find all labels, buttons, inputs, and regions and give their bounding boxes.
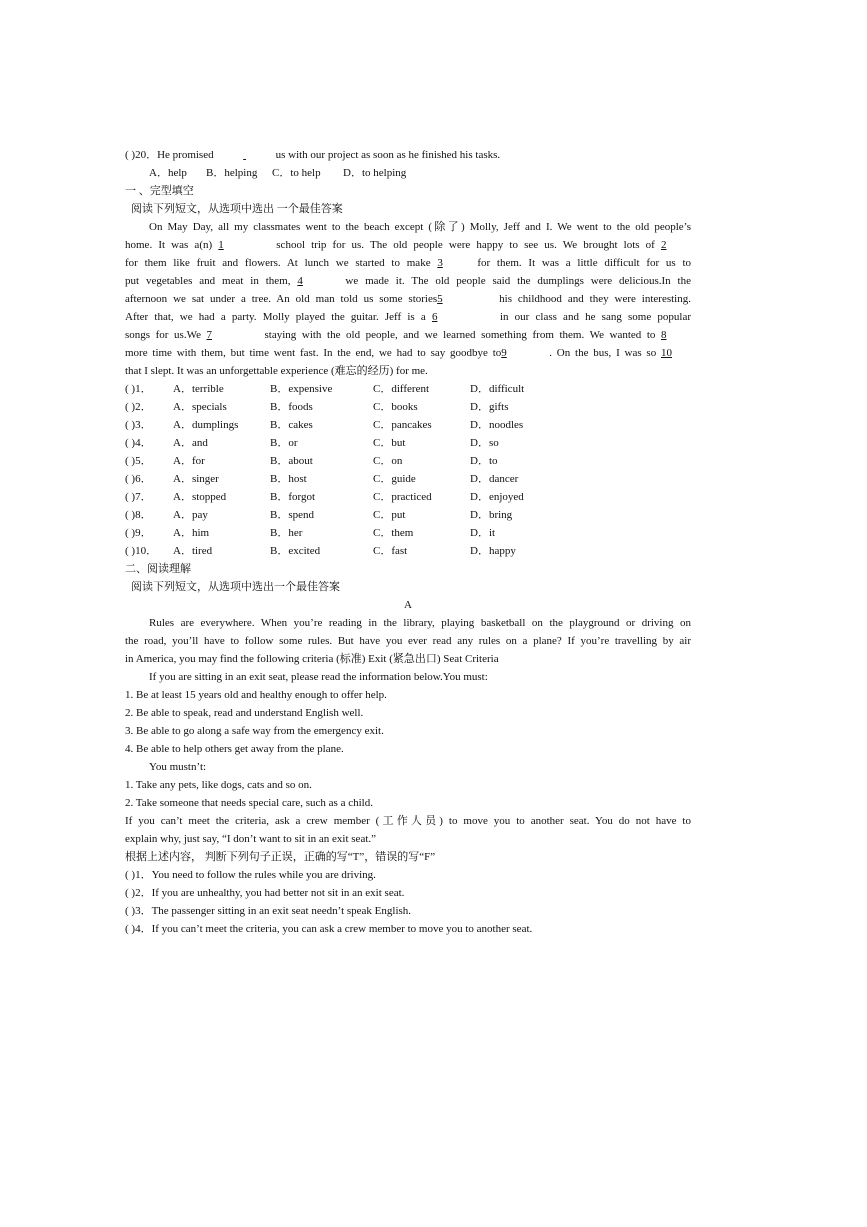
cloze-line-4	[125, 272, 691, 290]
option-c: C．on	[373, 455, 403, 467]
option-a: A．terrible	[173, 383, 224, 395]
q20-options	[125, 164, 691, 182]
option-d: D．happy	[470, 545, 516, 557]
question-number: ( )2．	[125, 401, 152, 413]
passage-label: A	[404, 599, 412, 611]
question-number: ( )9．	[125, 527, 152, 539]
cloze-question-row	[125, 542, 691, 560]
cloze-line-9	[125, 362, 691, 380]
option-c: C．put	[373, 509, 406, 521]
option-b: B．or	[270, 437, 298, 449]
cloze-text: home. It was a(n)	[125, 239, 213, 251]
q20-stem-prefix: ( )20．He promised	[125, 149, 214, 161]
cloze-line-3	[125, 254, 691, 272]
cloze-question-row	[125, 416, 691, 434]
option-d: D．so	[470, 437, 499, 449]
option-b: B．about	[270, 455, 313, 467]
must-item: 4. Be able to help others get away from the plane.	[125, 743, 344, 755]
cloze-text: more time with them, but time went fast. In the end, we had to say goodbye to	[125, 347, 502, 359]
must-item: 2. Be able to speak, read and understand English well.	[125, 707, 364, 719]
option-d: D．noodles	[470, 419, 524, 431]
option-a: A．dumplings	[173, 419, 239, 431]
cloze-question-row	[125, 470, 691, 488]
question-number: ( )4．	[125, 437, 152, 449]
cloze-question-row	[125, 452, 691, 470]
cloze-line-8	[125, 344, 691, 362]
option-a: A．specials	[173, 401, 227, 413]
cloze-blank-7: 7	[206, 329, 213, 341]
must-item: 3. Be able to go along a safe way from the emergency exit.	[125, 725, 384, 737]
reading-para1-line: Rules are everywhere. When you’re reading in the library, playing basketball on the playground or driving on	[149, 617, 691, 629]
cloze-question-row	[125, 488, 691, 506]
option-a: A．him	[173, 527, 210, 539]
cloze-line-6	[125, 308, 691, 326]
cloze-text: that I slept. It was an unforgettable experience (难忘的经历) for me.	[125, 365, 428, 377]
mustnt-label: You mustn’t:	[149, 761, 207, 773]
cloze-instruction: 阅读下列短文，从选项中选出 一个最佳答案	[131, 203, 343, 215]
option-c: C．fast	[373, 545, 408, 557]
option-c: C．pancakes	[373, 419, 432, 431]
option-a: A．and	[173, 437, 208, 449]
option-a: A．stopped	[173, 491, 227, 503]
cloze-text: songs for us.We	[125, 329, 201, 341]
option-a: A．tired	[173, 545, 213, 557]
option-b: B．host	[270, 473, 307, 485]
must-item: 1. Be at least 15 years old and healthy enough to offer help.	[125, 689, 387, 701]
question-number: ( )5．	[125, 455, 152, 467]
option-d: D．bring	[470, 509, 513, 521]
option-d: D．dancer	[470, 473, 519, 485]
cloze-text: for them. It was a little difficult for us to	[477, 257, 691, 269]
option-d: D．difficult	[470, 383, 525, 395]
cloze-text: his childhood and they were interesting.	[499, 293, 691, 305]
cloze-text: On May Day, all my classmates went to the beach except (除了) Molly, Jeff and I. We went to the old people’s	[149, 221, 691, 233]
cloze-question-row	[125, 380, 691, 398]
cloze-blank-9: 9	[501, 347, 507, 359]
cloze-line-7	[125, 326, 691, 344]
cloze-text: school trip for us. The old people were happy to see us. We brought lots of	[276, 239, 655, 251]
q20-option-d: D．to helping	[343, 167, 407, 179]
option-d: D．to	[470, 455, 498, 467]
option-b: B．spend	[270, 509, 314, 521]
tf-question: ( )1．You need to follow the rules while you are driving.	[125, 869, 376, 881]
question-number: ( )3．	[125, 419, 152, 431]
cloze-text: for them like fruit and flowers. At lunch we started to make	[125, 257, 431, 269]
cloze-text: put vegetables and meat in them,	[125, 275, 291, 287]
option-c: C．different	[373, 383, 430, 395]
option-b: B．excited	[270, 545, 321, 557]
option-d: D．it	[470, 527, 496, 539]
q20-option-c: C．to help	[272, 167, 321, 179]
cloze-question-row	[125, 506, 691, 524]
reading-para3-line: If you can’t meet the criteria, ask a crew member (工作人员) to move you to another seat. You do not have to	[125, 815, 691, 827]
question-number: ( )10．	[125, 545, 158, 557]
option-a: A．for	[173, 455, 205, 467]
q20-stem	[125, 146, 691, 164]
question-number: ( )7．	[125, 491, 152, 503]
q20-option-a: A．help	[149, 167, 187, 179]
cloze-blank-3: 3	[437, 257, 443, 269]
option-a: A．singer	[173, 473, 219, 485]
cloze-blank-4: 4	[297, 275, 303, 287]
q20-blank	[214, 146, 276, 164]
cloze-blank-2: 2	[661, 239, 667, 251]
reading-instruction: 阅读下列短文，从选项中选出一个最佳答案	[131, 581, 340, 593]
q20-stem-suffix: us with our project as soon as he finished his tasks.	[275, 149, 501, 161]
cloze-line-1	[125, 218, 691, 236]
tf-question: ( )4．If you can’t meet the criteria, you can ask a crew member to move you to another seat.	[125, 923, 533, 935]
option-c: C．guide	[373, 473, 416, 485]
cloze-blank-5: 5	[437, 293, 443, 305]
cloze-line-2	[125, 236, 691, 254]
tf-question: ( )2．If you are unhealthy, you had better not sit in an exit seat.	[125, 887, 405, 899]
option-d: D．gifts	[470, 401, 509, 413]
question-number: ( )8．	[125, 509, 152, 521]
cloze-text: in our class and he sang some popular	[499, 311, 691, 323]
question-number: ( )1．	[125, 383, 152, 395]
q20-option-b: B．helping	[206, 167, 258, 179]
question-number: ( )6．	[125, 473, 152, 485]
cloze-blank-6: 6	[431, 311, 438, 323]
reading-para2: If you are sitting in an exit seat, please read the information below.You must:	[149, 671, 488, 683]
option-b: B．forgot	[270, 491, 316, 503]
cloze-blank-10: 10	[661, 347, 672, 359]
cloze-question-list	[125, 380, 691, 560]
option-b: B．cakes	[270, 419, 313, 431]
tf-instruction: 根据上述内容， 判断下列句子正误，正确的写“T”，错误的写“F”	[125, 851, 436, 863]
reading-section-title: 二、阅读理解	[125, 563, 191, 575]
option-b: B．expensive	[270, 383, 333, 395]
cloze-text: afternoon we sat under a tree. An old man told us some stories	[125, 293, 438, 305]
cloze-text: we made it. The old people said the dumplings were delicious.In the	[345, 275, 691, 287]
option-b: B．foods	[270, 401, 313, 413]
option-c: C．books	[373, 401, 418, 413]
option-a: A．pay	[173, 509, 208, 521]
option-d: D．enjoyed	[470, 491, 524, 503]
cloze-text: After that, we had a party. Molly played the guitar. Jeff is a	[125, 311, 426, 323]
option-c: C．practiced	[373, 491, 432, 503]
cloze-line-5	[125, 290, 691, 308]
mustnt-item: 1. Take any pets, like dogs, cats and so on.	[125, 779, 312, 791]
tf-question: ( )3．The passenger sitting in an exit seat needn’t speak English.	[125, 905, 412, 917]
reading-para1-line: in America, you may find the following criteria (标准) Exit (紧急出口) Seat Criteria	[125, 653, 499, 665]
cloze-text: staying with the old people, and we learned something from them. We wanted to	[264, 329, 656, 341]
cloze-blank-8: 8	[661, 329, 667, 341]
cloze-section-title: 一 、完型填空	[125, 185, 194, 197]
worksheet-page	[125, 146, 691, 938]
cloze-question-row	[125, 524, 691, 542]
option-c: C．them	[373, 527, 414, 539]
cloze-question-row	[125, 398, 691, 416]
option-c: C．but	[373, 437, 406, 449]
cloze-text: . On the bus, I was so	[549, 347, 657, 359]
cloze-question-row	[125, 434, 691, 452]
reading-para3-line: explain why, just say, “I don’t want to sit in an exit seat.”	[125, 833, 377, 845]
mustnt-item: 2. Take someone that needs special care, such as a child.	[125, 797, 373, 809]
option-b: B．her	[270, 527, 303, 539]
reading-para1-line: the road, you’ll have to follow some rules. But have you ever read any rules on a plane? If you’re travelling by air	[125, 635, 691, 647]
cloze-blank-1: 1	[218, 239, 224, 251]
